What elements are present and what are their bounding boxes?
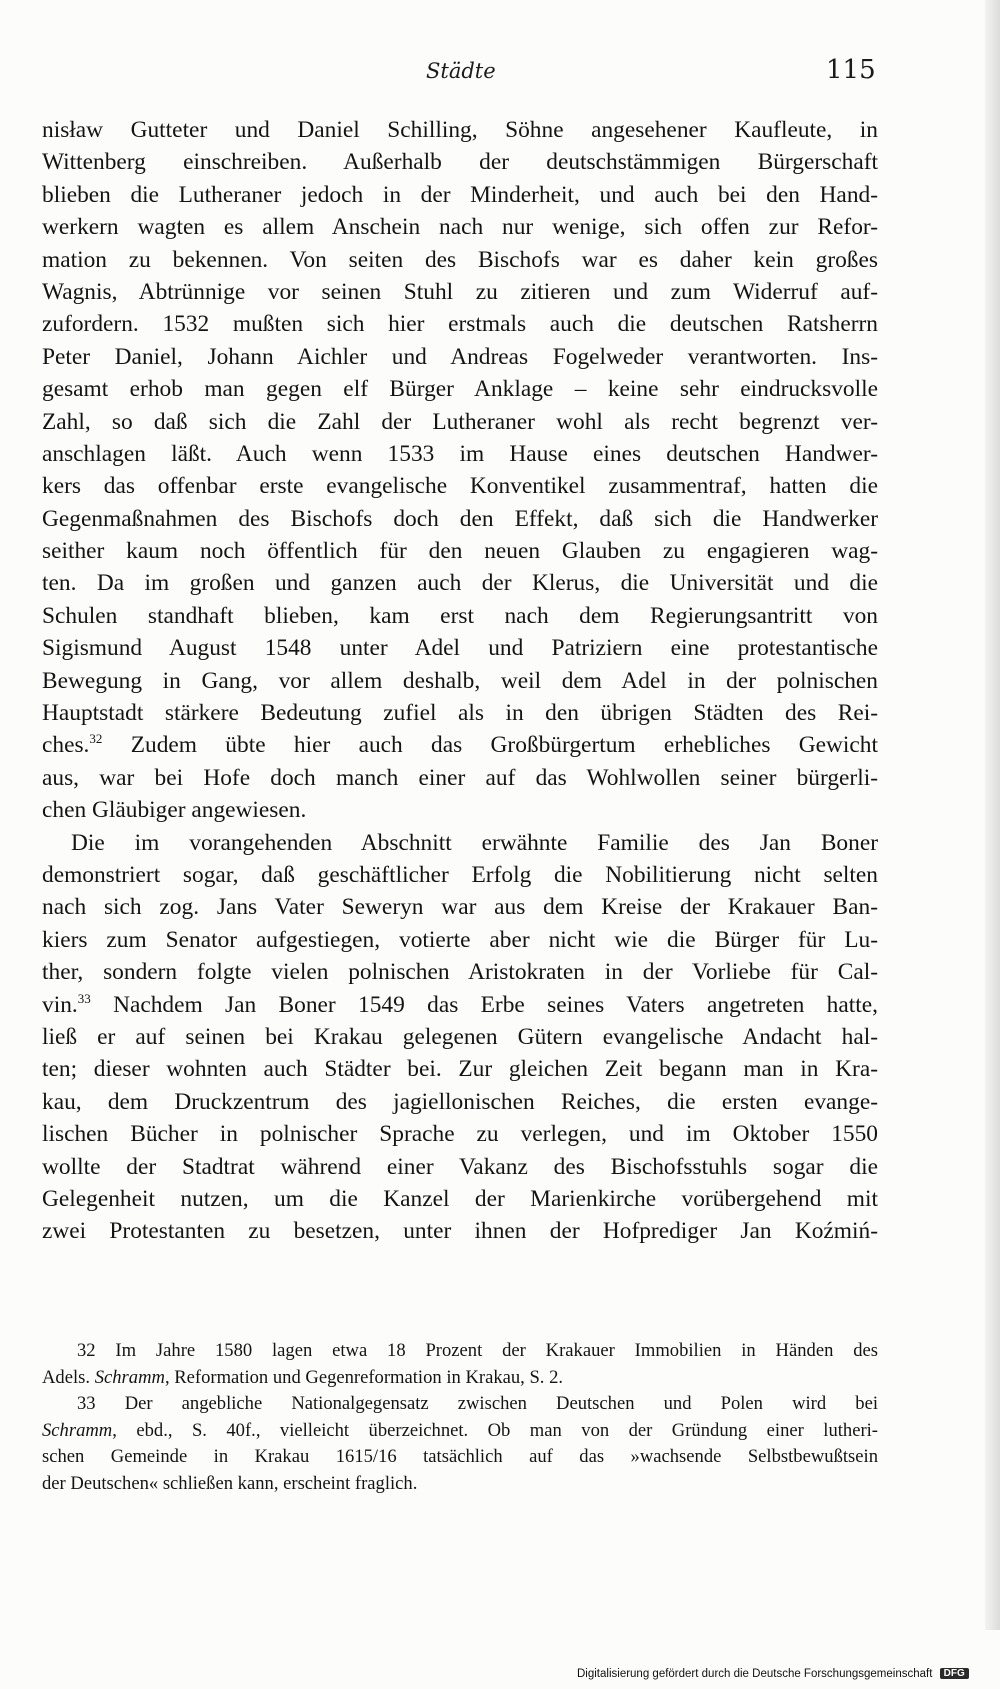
text-line: Wittenberg einschreiben. Außerhalb der deutschstämmigen Bürgerschaft (42, 149, 878, 176)
footnote-33-line: 33 Der angebliche Nationalgegensatz zwischen Deutschen und Polen wird bei (77, 1393, 878, 1414)
text-line: aus, war bei Hofe doch manch einer auf das Wohlwollen seiner bürgerli- (42, 764, 878, 791)
footnotes (42, 1338, 878, 1497)
digitization-credit (577, 1668, 969, 1680)
text-line: seither kaum noch öffentlich für den neuen Glauben zu engagieren wag- (42, 538, 878, 565)
text-fragment: Adels. (42, 1366, 95, 1388)
text-line: anschlagen läßt. Auch wenn 1533 im Hause eines deutschen Handwer- (42, 440, 878, 467)
footnote-33-line: der Deutschen« schließen kann, erscheint fraglich. (42, 1472, 418, 1494)
text-line: Gelegenheit nutzen, um die Kanzel der Marienkirche vorübergehend mit (42, 1185, 878, 1212)
footnote-32-line: 32 Im Jahre 1580 lagen etwa 18 Prozent der Krakauer Immobilien in Händen des (77, 1340, 878, 1361)
text-line: nach sich zog. Jans Vater Seweryn war aus dem Kreise der Krakauer Ban- (42, 894, 878, 921)
text-fragment: Nachdem Jan Boner 1549 das Erbe seines Vaters angetreten hatte, (90, 991, 878, 1018)
text-line (42, 989, 878, 1021)
text-fragment: vin. (42, 991, 78, 1018)
text-line: Hauptstadt stärkere Bedeutung zufiel als in den übrigen Städten des Rei- (42, 700, 878, 727)
text-line: nisław Gutteter und Daniel Schilling, Söhne angesehener Kaufleute, in (42, 117, 878, 143)
text-line: Bewegung in Gang, vor allem deshalb, weil dem Adel in der polnischen (42, 667, 878, 694)
text-fragment: , Reformation und Gegenreformation in Krakau, S. 2. (164, 1366, 564, 1388)
credit-text: Digitalisierung gefördert durch die Deutsche Forschungsgemeinschaft (577, 1668, 933, 1680)
text-line: ließ er auf seinen bei Krakau gelegenen Gütern evangelische Andacht hal- (42, 1023, 878, 1050)
text-line: kiers zum Senator aufgestiegen, votierte aber nicht wie die Bürger für Lu- (42, 926, 878, 953)
text-line: Peter Daniel, Johann Aichler und Andreas Fogelweder verantworten. Ins- (42, 343, 878, 370)
text-fragment: ches. (42, 732, 90, 759)
text-line: Schulen standhaft blieben, kam erst nach dem Regierungsantritt von (42, 602, 878, 629)
text-line: zufordern. 1532 mußten sich hier erstmals auch die deutschen Ratsherrn (42, 311, 878, 338)
text-line: kers das offenbar erste evangelische Konventikel zusammentraf, hatten die (42, 473, 878, 500)
text-line: kau, dem Druckzentrum des jagiellonischen Reiches, die ersten evange- (42, 1088, 878, 1115)
footnote-33-line: schen Gemeinde in Krakau 1615/16 tatsächlich auf das »wachsende Selbstbewußtsein (42, 1446, 878, 1467)
text-line: Gegenmaßnahmen des Bischofs doch den Effekt, daß sich die Handwerker (42, 505, 878, 532)
author-name: Schramm (42, 1419, 113, 1441)
text-line: werkern wagten es allem Anschein nach nur wenige, sich offen zur Refor- (42, 214, 878, 241)
text-line: wollte der Stadtrat während einer Vakanz des Bischofsstuhls sogar die (42, 1153, 878, 1180)
body-text (42, 114, 878, 1248)
footnote-ref-33[interactable]: 33 (77, 990, 91, 1006)
dfg-logo: DFG (940, 1668, 969, 1679)
text-line: ten; dieser wohnten auch Städter bei. Zur gleichen Zeit begann man in Kra- (42, 1056, 878, 1083)
text-line: gesamt erhob man gegen elf Bürger Anklage – keine sehr eindrucksvolle (42, 376, 878, 403)
running-title: Städte (426, 59, 496, 83)
running-head (0, 55, 1000, 89)
text-line: blieben die Lutheraner jedoch in der Minderheit, und auch bei den Hand- (42, 181, 878, 208)
page-edge-shadow (985, 0, 1000, 1630)
text-line: lischen Bücher in polnischer Sprache zu verlegen, und im Oktober 1550 (42, 1121, 878, 1148)
page-number: 115 (826, 55, 876, 85)
footnote-ref-32[interactable]: 32 (89, 731, 103, 747)
text-fragment: Zudem übte hier auch das Großbürgertum erhebliches Gewicht (102, 732, 878, 759)
footnote-33-line (42, 1418, 878, 1445)
text-line: Die im vorangehenden Abschnitt erwähnte Familie des Jan Boner (71, 829, 878, 856)
text-line: Sigismund August 1548 unter Adel und Patriziern eine protestantische (42, 635, 878, 662)
text-line: Wagnis, Abtrünnige vor seinen Stuhl zu zitieren und zum Widerruf auf- (42, 278, 878, 305)
text-line: zwei Protestanten zu besetzen, unter ihnen der Hofprediger Jan Koźmiń- (42, 1218, 878, 1245)
text-line: demonstriert sogar, daß geschäftlicher Erfolg die Nobilitierung nicht selten (42, 861, 878, 888)
author-name: Schramm (94, 1366, 165, 1388)
text-line: chen Gläubiger angewiesen. (42, 797, 307, 824)
footnote-32-line (42, 1365, 878, 1392)
text-fragment: , ebd., S. 40f., vielleicht überzeichnet. Ob man von der Gründung einer lutheri- (112, 1419, 878, 1441)
text-line: Zahl, so daß sich die Zahl der Lutheraner wohl als recht begrenzt ver- (42, 408, 878, 435)
text-line: ten. Da im großen und ganzen auch der Klerus, die Universität und die (42, 570, 878, 597)
text-line: mation zu bekennen. Von seiten des Bischofs war es daher kein großes (42, 246, 878, 273)
text-line: ther, sondern folgte vielen polnischen Aristokraten in der Vorliebe für Cal- (42, 959, 878, 986)
text-line (42, 729, 878, 761)
